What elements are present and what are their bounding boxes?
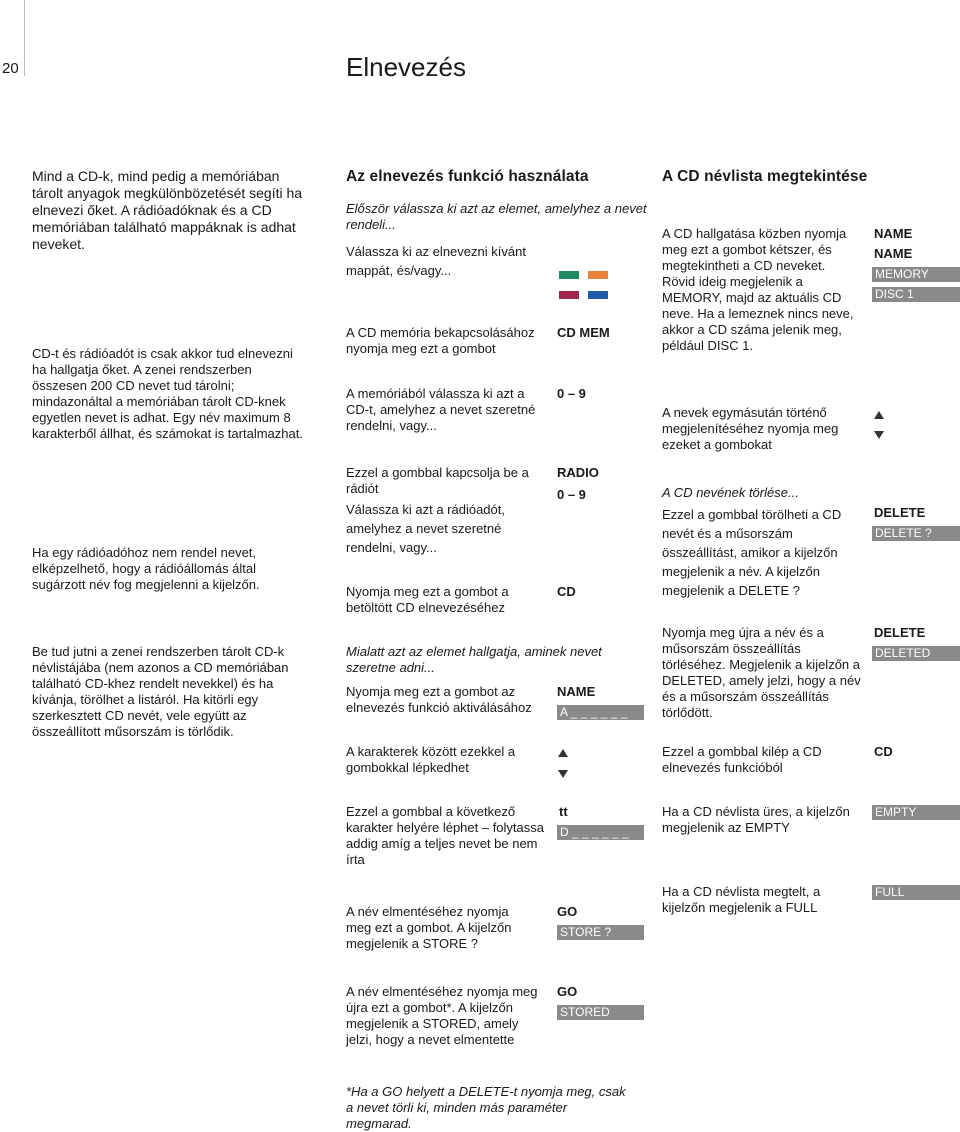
cd-mem-key: CD MEM xyxy=(557,325,610,340)
green-button-icon xyxy=(559,271,579,279)
display-empty: EMPTY xyxy=(872,805,960,820)
display-stored: STORED xyxy=(557,1005,644,1020)
go-key-again: GO xyxy=(557,984,578,999)
full-list-note: Ha a CD névlista megtelt, a kijelzőn megjelenik a FULL xyxy=(662,884,821,915)
display-full: FULL xyxy=(872,885,960,900)
down-arrow-icon xyxy=(874,431,884,439)
red-button-icon xyxy=(559,291,579,299)
delete-key-again: DELETE xyxy=(874,625,926,640)
footnote: *Ha a GO helyett a DELETE-t nyomja meg, csak a nevet törli ki, minden más paraméter megmarad. xyxy=(346,1084,626,1131)
step-step-characters: A karakterek között ezekkel a gombokkal lépkedhet xyxy=(346,744,516,775)
radio-key: RADIO xyxy=(557,465,599,480)
cd-key: CD xyxy=(557,584,576,599)
step-select-station: Válassza ki azt a rádióadót, amelyhez a nevet szeretné rendelni, vagy... xyxy=(346,502,505,555)
display-a-blank: A _ _ _ _ _ _ xyxy=(557,705,644,720)
step-radio-on: Ezzel a gombbal kapcsolja be a rádiót xyxy=(346,465,529,496)
naming-rules-paragraph: CD-t és rádióadót is csak akkor tud elnevezni ha hallgatja őket. A zenei rendszerben összesen 200 CD nevet tud tárolni; mindazonáltal a memóriában tárolt CD-knek egyetlen nevet is adhat. Egy név maximum 8 karakterből állhat, és számokat is tartalmazhat. xyxy=(32,346,303,441)
station-digit-keys: 0 – 9 xyxy=(557,487,586,502)
while-listening-subheading: Mialatt azt az elemet hallgatja, aminek nevet szeretne adni... xyxy=(346,644,602,675)
naming-usage-heading: Az elnevezés funkció használata xyxy=(346,168,589,185)
header-rule xyxy=(24,0,25,76)
name-key: NAME xyxy=(557,684,596,699)
orange-button-icon xyxy=(588,271,608,279)
display-store: STORE ? xyxy=(557,925,644,940)
naming-intro: Először válassza ki azt az elemet, amelyhez a nevet rendeli... xyxy=(346,201,647,232)
step-confirm-store: A név elmentéséhez nyomja meg újra ezt a gombot*. A kijelzőn megjelenik a STORED, amely jelzi, hogy a nevet elmentette xyxy=(346,984,538,1047)
down-arrow-icon xyxy=(558,770,568,778)
step-exit-naming: Ezzel a gombbal kilép a CD elnevezés funkcióból xyxy=(662,744,822,775)
go-key: GO xyxy=(557,904,578,919)
delete-key: DELETE xyxy=(874,505,926,520)
name-key-second: NAME xyxy=(874,246,913,261)
step-select-folder: Válassza ki az elnevezni kívánt mappát, és/vagy... xyxy=(346,244,526,278)
empty-list-note: Ha a CD névlista üres, a kijelzőn megjelenik az EMPTY xyxy=(662,804,850,835)
display-delete: DELETE ? xyxy=(872,526,960,541)
blue-button-icon xyxy=(588,291,608,299)
step-next-character: Ezzel a gombbal a következő karakter helyére léphet – folytassa addig amíg a teljes nevet be nem írta xyxy=(346,804,544,867)
display-disc-1: DISC 1 xyxy=(872,287,960,302)
radio-name-paragraph: Ha egy rádióadóhoz nem rendel nevet, elképzelhető, hogy a rádióállomás által sugárzott név fog megjelenni a kijelzőn. xyxy=(32,545,260,592)
step-confirm-delete: Nyomja meg újra a név és a műsorszám összeállítás törléséhez. Megjelenik a kijelzőn a DELETED, amely jelzi, hogy a név és a műsorszám összeállítás törlődött. xyxy=(662,625,861,720)
step-delete-name: Ezzel a gombbal törölheti a CD nevét és a műsorszám összeállítást, amikor a kijelzőn megjelenik a név. A kijelzőn megjelenik a DELETE ? xyxy=(662,507,842,598)
cd-exit-key: CD xyxy=(874,744,893,759)
display-deleted: DELETED xyxy=(872,646,960,661)
step-activate-naming: Nyomja meg ezt a gombot az elnevezés funkció aktiválásához xyxy=(346,684,532,715)
step-view-names: A CD hallgatása közben nyomja meg ezt a gombot kétszer, és megtekintheti a CD neveket. Rövid ideig megjelenik a MEMORY, majd az aktuális CD neve. Ha a lemeznek nincs neve, akkor a CD száma jelenik meg, például DISC 1. xyxy=(662,226,854,353)
page-number: 20 xyxy=(2,60,19,77)
forward-key-icon: tt xyxy=(559,804,568,819)
name-list-paragraph: Be tud jutni a zenei rendszerben tárolt CD-k névlistájába (nem azonos a CD memóriában található CD-khez rendelt nevekkel) és ha kívánja, törölhet a listáról. Ha kitörli egy szerkesztett CD nevét, vele együtt az összeállított műsorszám is törlődik. xyxy=(32,644,289,739)
step-store-name: A név elmentéséhez nyomja meg ezt a gombot. A kijelzőn megjelenik a STORE ? xyxy=(346,904,512,951)
up-arrow-icon xyxy=(874,411,884,419)
digit-keys: 0 – 9 xyxy=(557,386,586,401)
step-loaded-cd: Nyomja meg ezt a gombot a betöltött CD elnevezéséhez xyxy=(346,584,509,615)
up-arrow-icon xyxy=(558,749,568,757)
name-list-heading: A CD névlista megtekintése xyxy=(662,168,868,185)
page-title: Elnevezés xyxy=(346,52,466,82)
display-d-blank: D _ _ _ _ _ _ xyxy=(557,825,644,840)
delete-name-subheading: A CD nevének törlése... xyxy=(662,485,799,500)
step-select-cd: A memóriából válassza ki azt a CD-t, amelyhez a nevet szeretné rendelni, vagy... xyxy=(346,386,536,433)
step-cd-memory: A CD memória bekapcsolásához nyomja meg ezt a gombot xyxy=(346,325,535,356)
display-memory: MEMORY xyxy=(872,267,960,282)
name-key-first: NAME xyxy=(874,226,913,241)
step-browse-names: A nevek egymásután történő megjelenítéséhez nyomja meg ezeket a gombokat xyxy=(662,405,839,452)
intro-paragraph: Mind a CD-k, mind pedig a memóriában tárolt anyagok megkülönbözetését segíti ha elnevezi őket. A rádióadóknak és a CD memóriában található mappáknak is adhat neveket. xyxy=(32,168,303,252)
